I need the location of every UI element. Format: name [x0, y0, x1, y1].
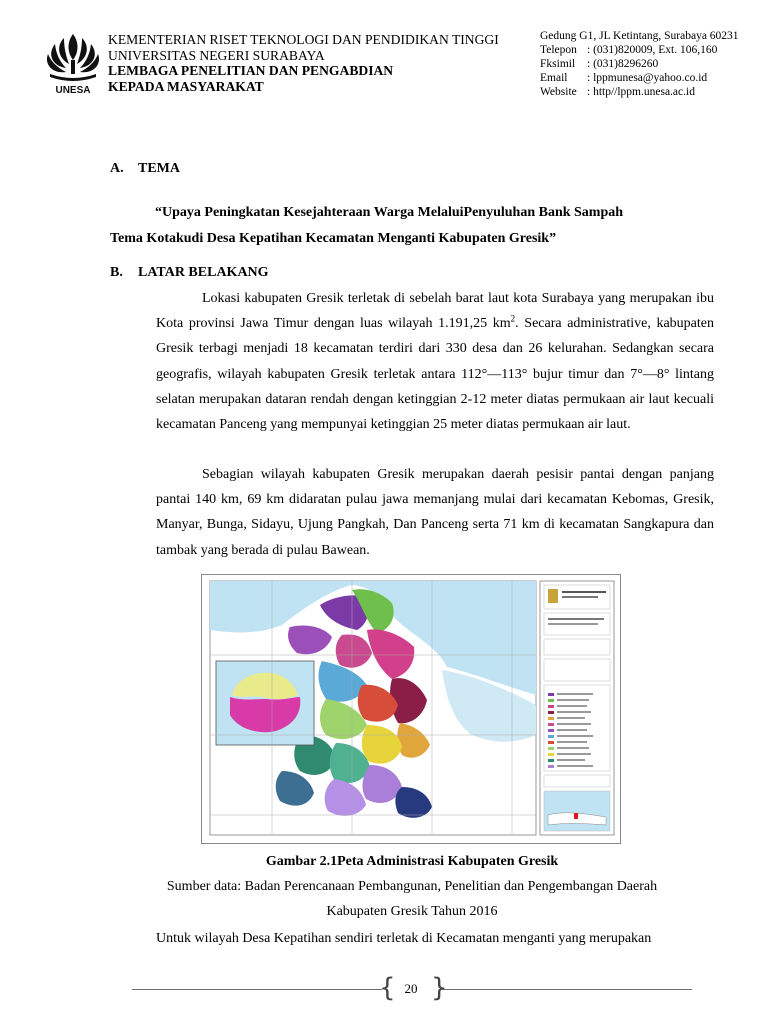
telepon-label: Telepon — [540, 44, 577, 56]
website-value[interactable]: : http//lppm.unesa.ac.id — [587, 86, 695, 98]
website-label: Website — [540, 86, 577, 98]
institute-name-line1: LEMBAGA PENELITIAN DAN PENGABDIAN — [108, 63, 394, 78]
university-name: UNIVERSITAS NEGERI SURABAYA — [108, 47, 325, 63]
figure-caption: Gambar 2.1Peta Administrasi Kabupaten Gresik — [265, 854, 559, 869]
institution-block — [108, 32, 499, 94]
section-b-title: LATAR BELAKANG — [138, 265, 269, 280]
section-a-title: TEMA — [138, 161, 180, 176]
contact-block — [540, 29, 739, 99]
section-a-number: A. — [110, 161, 124, 176]
paragraph-2 — [156, 462, 714, 563]
fksimil-label: Fksimil — [540, 58, 576, 70]
tema-statement — [110, 200, 714, 252]
map-frame — [210, 581, 536, 835]
section-b-number: B. — [110, 265, 123, 280]
ministry-name: KEMENTERIAN RISET TEKNOLOGI DAN PENDIDIKAN TINGGI — [108, 32, 499, 47]
tema-line-2: Tema Kotakudi Desa Kepatihan Kecamatan Menganti Kabupaten Gresik” — [110, 231, 557, 246]
paragraph-1 — [156, 286, 714, 437]
logo-text: UNESA — [55, 85, 91, 96]
email-value[interactable]: : lppmunesa@yahoo.co.id — [587, 72, 708, 84]
tema-line-1: “Upaya Peningkatan Kesejahteraan Warga MelaluiPenyuluhan Bank Sampah — [155, 205, 624, 220]
paragraph-3: Untuk wilayah Desa Kepatihan sendiri terletak di Kecamatan menganti yang merupakan — [156, 931, 652, 946]
gresik-administrative-map — [201, 574, 621, 844]
section-a-heading — [110, 161, 180, 177]
institute-name-line2: KEPADA MASYARAKAT — [108, 78, 264, 94]
footer-rule-left — [132, 989, 382, 990]
paragraph-1-start: Lokasi kabupaten Gresik terletak di sebelah barat laut kota Surabaya yang merupakan ibu Kota provinsi Jawa Timur dengan luas wilayah 1.191,25 km — [156, 291, 714, 332]
fksimil-value: : (031)8296260 — [587, 58, 659, 70]
telepon-value: : (031)820009, Ext. 106,160 — [587, 44, 718, 56]
map-legend — [540, 581, 614, 835]
address-text: Gedung G1, JL Ketintang, Surabaya 60231 — [540, 30, 739, 42]
page-number: 20 — [404, 981, 418, 996]
page-number-open-brace: { — [379, 973, 396, 1003]
section-b-heading — [110, 265, 269, 281]
paragraph-1-superscript: 2 — [510, 313, 516, 324]
figure-source-line-1: Sumber data: Badan Perencanaan Pembangunan, Penelitian dan Pengembangan Daerah — [166, 879, 658, 894]
paragraph-1-end: . Secara administrative, kabupaten Gresik terbagi menjadi 18 kecamatan terdiri dari 330 desa dan 26 kelurahan. Sedangkan secara geografis, wilayah kabupaten Gresik terletak antara 112°—113° bujur timur dan 7°—8° lintang selatan merupakan dataran rendah dengan ketinggian 2-12 meter diatas permukaan air laut kecuali kecamatan Panceng yang mempunyai ketinggian 25 meter diatas permukaan air laut. — [156, 316, 714, 433]
figure-source-line-2: Kabupaten Gresik Tahun 2016 — [326, 904, 498, 919]
page-number-close-brace: } — [431, 973, 448, 1003]
paragraph-2-text: Sebagian wilayah kabupaten Gresik merupakan daerah pesisir pantai dengan panjang pantai 140 km, 69 km didaratan pulau jawa memanjang mulai dari kecamatan Kebomas, Gresik, Manyar, Bunga, Sidayu, Ujung Pangkah, Dan Panceng serta 71 km di kecamatan Sangkapura dan tambak yang berada di pulau Bawean. — [156, 467, 714, 558]
unesa-logo — [42, 30, 104, 96]
footer-rule-right — [440, 989, 692, 990]
email-label: Email — [540, 72, 568, 84]
